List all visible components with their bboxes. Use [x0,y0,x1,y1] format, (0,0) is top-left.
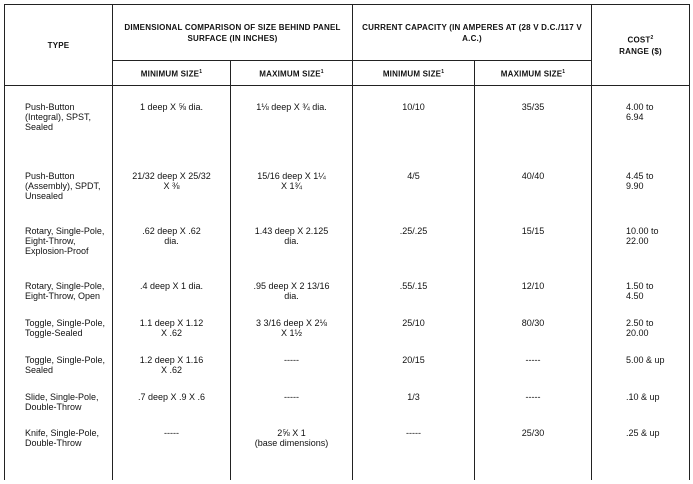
switch-comparison-table [4,4,690,480]
footnote-marker: 1 [562,68,566,75]
cell-dim-min [113,428,231,480]
header-cur-min-label: MINIMUM SIZE [382,69,442,79]
header-current-minimum-size [353,61,475,86]
cell-dim-min [113,318,231,355]
cell-cost [592,355,690,392]
table-row [5,226,690,281]
cur-max-text: ----- [525,391,541,402]
dim-min-text: 1.1 deep X 1.12 X .62 [139,318,204,339]
header-cur-max-label: MAXIMUM SIZE [500,69,563,79]
type-text: Rotary, Single-Pole, Eight-Throw, Explosion-Proof [25,226,105,257]
dim-max-text: 3 3/16 deep X 2⅛ X 1½ [255,318,328,339]
cur-min-text: 10/10 [402,102,425,112]
cell-dim-min [113,226,231,281]
cell-dim-max [231,86,353,172]
dim-max-text: 1⅛ deep X ¾ dia. [256,102,327,112]
table-row [5,428,690,480]
cell-cost [592,171,690,226]
cell-cur-max [475,281,592,318]
header-dim-minimum-size [113,61,231,86]
cell-cur-min [353,355,475,392]
header-cost-range [592,5,690,86]
cell-cur-min [353,428,475,480]
cell-cur-min [353,392,475,429]
dim-max-text: ----- [284,391,299,402]
cell-cur-min [353,171,475,226]
dim-max-text: .95 deep X 2 13/16 dia. [253,281,330,302]
dim-min-text: ----- [164,428,179,439]
footnote-marker: 1 [199,68,203,75]
cost-text: 10.00 to 22.00 [626,226,659,247]
dim-min-text: .62 deep X .62 dia. [142,226,201,247]
header-cost-label: COST [627,35,651,45]
header-dimensional-comparison: DIMENSIONAL COMPARISON OF SIZE BEHIND PANEL SURFACE (IN INCHES) [113,5,353,61]
dim-max-text: ----- [284,354,299,365]
dim-min-text: 1.2 deep X 1.16 X .62 [139,354,204,375]
cur-min-text: .25/.25 [399,226,428,237]
cell-cur-max [475,392,592,429]
header-dim-maximum-size [231,61,353,86]
cost-text: .10 & up [626,391,660,402]
cell-cost [592,281,690,318]
cost-text: 5.00 & up [626,354,665,365]
cur-max-text: 12/10 [521,281,545,292]
type-text: Rotary, Single-Pole, Eight-Throw, Open [25,281,105,302]
cell-dim-max [231,281,353,318]
cell-type [5,226,113,281]
cur-min-text: 20/15 [402,354,425,365]
cell-cur-max [475,171,592,226]
table-row [5,86,690,172]
cell-dim-max [231,355,353,392]
cell-dim-max [231,171,353,226]
cell-cur-max [475,318,592,355]
cur-min-text: ----- [406,428,422,439]
cell-type [5,281,113,318]
cell-cur-max [475,226,592,281]
type-text: Toggle, Single-Pole, Sealed [25,354,106,375]
dim-min-text: 21/32 deep X 25/32 X ⅜ [132,171,211,192]
cell-cur-min [353,226,475,281]
cell-cost [592,428,690,480]
cell-dim-min [113,171,231,226]
dim-max-text: 2⅝ X 1 (base dimensions) [254,428,329,449]
cell-dim-min [113,355,231,392]
header-dim-min-label: MINIMUM SIZE [140,69,200,79]
cell-cur-min [353,86,475,172]
cell-cost [592,318,690,355]
dim-min-text: 1 deep X ⅝ dia. [139,102,204,112]
cost-text: .25 & up [626,428,660,439]
table-row [5,392,690,429]
cell-type [5,171,113,226]
table-row [5,281,690,318]
cell-type [5,318,113,355]
table-body [5,86,690,481]
cell-dim-min [113,86,231,172]
cost-text: 4.00 to 6.94 [626,102,654,122]
header-cost-unit: RANGE ($) [619,46,662,56]
cell-type [5,86,113,172]
cur-min-text: 1/3 [407,391,420,402]
table-row [5,355,690,392]
cur-max-text: 35/35 [521,102,545,112]
cur-min-text: .55/.15 [399,281,428,292]
cell-dim-max [231,428,353,480]
cell-dim-max [231,318,353,355]
cost-text: 1.50 to 4.50 [626,281,654,302]
cell-cur-max [475,355,592,392]
cell-cost [592,226,690,281]
cur-max-text: ----- [525,354,541,365]
header-type: TYPE [5,5,113,86]
type-text: Knife, Single-Pole, Double-Throw [25,428,100,449]
header-current-capacity: CURRENT CAPACITY (IN AMPERES AT (28 V D.C./117 V A.C.) [353,5,592,61]
cur-max-text: 80/30 [521,318,545,329]
cell-type [5,355,113,392]
cost-text: 4.45 to 9.90 [626,171,654,192]
header-cost-footnote: 2 [650,35,654,42]
cost-text: 2.50 to 20.00 [626,318,654,339]
dim-max-text: 1.43 deep X 2.125 dia. [254,226,329,247]
cur-max-text: 25/30 [521,428,545,439]
footnote-marker: 1 [441,68,445,75]
header-dim-max-label: MAXIMUM SIZE [259,69,321,79]
footnote-marker: 1 [320,68,324,75]
cell-cost [592,86,690,172]
type-text: Slide, Single-Pole, Double-Throw [25,391,99,412]
cell-cost [592,392,690,429]
cur-max-text: 15/15 [521,226,545,237]
dim-max-text: 15/16 deep X 1¼ X 1¾ [257,171,326,192]
cell-cur-max [475,428,592,480]
cur-min-text: 4/5 [407,171,420,182]
cell-type [5,428,113,480]
cell-dim-max [231,392,353,429]
cell-dim-min [113,281,231,318]
type-text: Toggle, Single-Pole, Toggle-Sealed [25,318,106,339]
cell-cur-min [353,281,475,318]
cur-min-text: 25/10 [402,318,425,329]
dim-min-text: .4 deep X 1 dia. [139,281,204,292]
cell-dim-max [231,226,353,281]
cell-cur-min [353,318,475,355]
table-row [5,171,690,226]
table-header [5,5,690,86]
type-text: Push-Button (Assembly), SPDT, Unsealed [25,171,101,202]
dim-min-text: .7 deep X .9 X .6 [137,391,206,402]
table-row [5,318,690,355]
cell-cur-max [475,86,592,172]
cell-dim-min [113,392,231,429]
cur-max-text: 40/40 [521,171,545,182]
cell-type [5,392,113,429]
header-current-maximum-size [475,61,592,86]
type-text: Push-Button (Integral), SPST, Sealed [25,102,92,132]
